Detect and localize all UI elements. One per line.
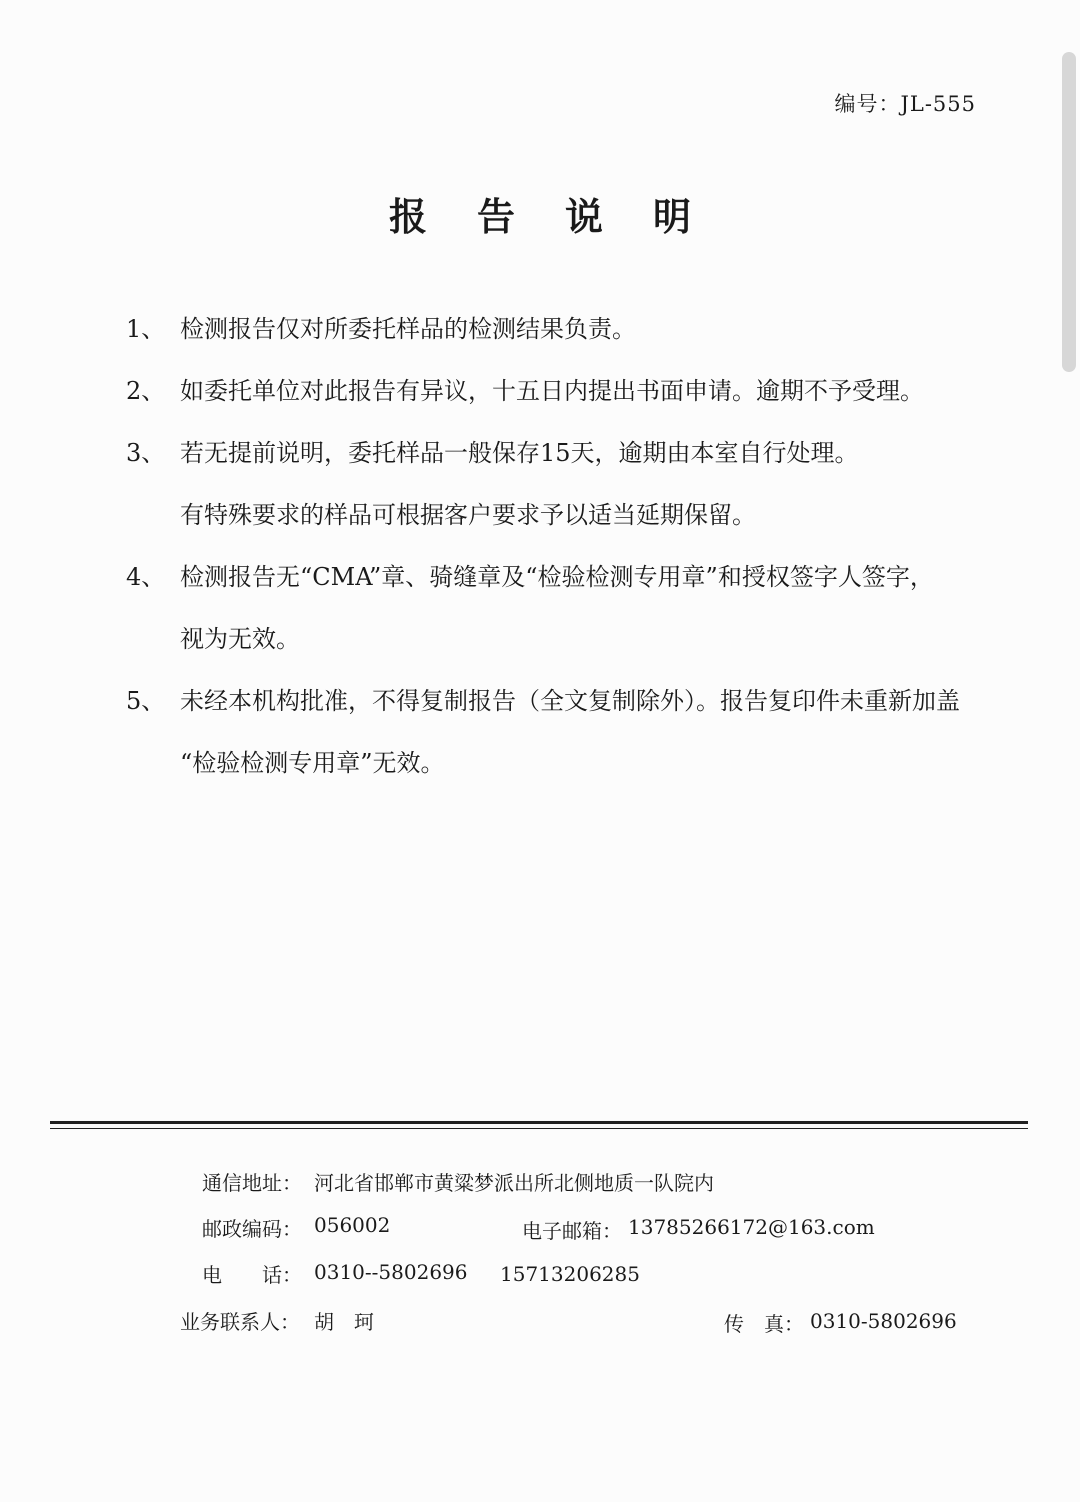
email-label: 电子邮箱：	[522, 1219, 622, 1243]
note-item	[126, 298, 1036, 360]
postcode-value: 056002	[314, 1213, 391, 1237]
note-text: 若无提前说明，委托样品一般保存15天，逾期由本室自行处理。	[180, 439, 859, 467]
email-value: 13785266172@163.com	[628, 1215, 875, 1239]
note-item	[126, 546, 1036, 670]
note-item	[126, 422, 1036, 546]
notes-list	[126, 298, 1036, 794]
note-text: 未经本机构批准，不得复制报告（全文复制除外）。报告复印件未重新加盖	[180, 687, 960, 715]
note-number: 1、	[126, 315, 166, 343]
note-text: 有特殊要求的样品可根据客户要求予以适当延期保留。	[180, 501, 756, 529]
address-value: 河北省邯郸市黄粱梦派出所北侧地质一队院内	[314, 1171, 714, 1195]
contact-label: 业务联系人：	[180, 1310, 300, 1334]
contact-value: 胡 珂	[314, 1310, 374, 1334]
footer-divider-thin	[50, 1128, 1028, 1129]
note-text: 检测报告无“CMA”章、骑缝章及“检验检测专用章”和授权签字人签字，	[180, 563, 934, 591]
address-label: 通信地址：	[202, 1171, 302, 1195]
note-text: 如委托单位对此报告有异议，十五日内提出书面申请。逾期不予受理。	[180, 377, 924, 405]
phone-label: 电 话：	[202, 1263, 302, 1287]
note-text: “检验检测专用章”无效。	[180, 749, 445, 777]
note-item	[126, 670, 1036, 794]
note-text: 视为无效。	[180, 625, 300, 653]
note-number: 3、	[126, 439, 166, 467]
fax-label: 传 真：	[724, 1312, 804, 1336]
note-text: 检测报告仅对所委托样品的检测结果负责。	[180, 315, 636, 343]
note-number: 2、	[126, 377, 166, 405]
note-number: 5、	[126, 687, 166, 715]
page-title: 报告说明	[388, 194, 741, 239]
fax-value: 0310-5802696	[810, 1309, 957, 1333]
note-number: 4、	[126, 563, 166, 591]
footer-divider-thick	[50, 1121, 1028, 1124]
document-number: 编号：JL-555	[834, 92, 976, 116]
postcode-label: 邮政编码：	[202, 1217, 302, 1241]
phone-value-1: 0310--5802696	[314, 1260, 468, 1284]
phone-value-2: 15713206285	[500, 1262, 640, 1286]
note-item	[126, 360, 1036, 422]
